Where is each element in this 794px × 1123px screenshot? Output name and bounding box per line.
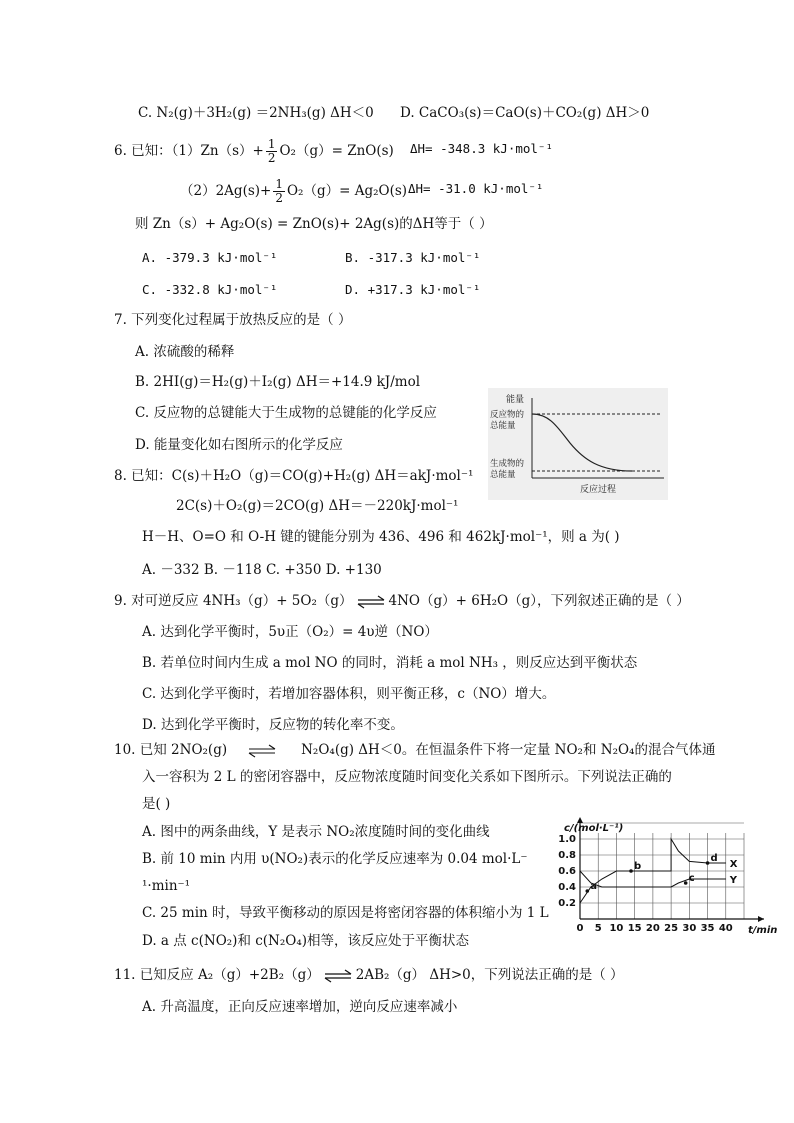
q6-option-c: C. -332.8 kJ·mol⁻¹ (142, 282, 278, 297)
y-axis-arrow (577, 817, 583, 823)
x-tick-label: 5 (594, 923, 602, 934)
x-tick-label: 30 (682, 923, 697, 934)
q11-stem (114, 966, 624, 984)
point-b (629, 869, 633, 873)
series-label-Y: Y (729, 875, 738, 886)
q10-line2: 入一容积为 2 L 的密闭容器中，反应物浓度随时间变化关系如下图所示。下列说法正确的 (142, 769, 672, 785)
q10-line3: 是( ) (142, 796, 171, 812)
concentration-time-chart (556, 815, 786, 940)
q11-stem-start: 11. 已知反应 A₂（g）+2B₂（g） (114, 967, 320, 983)
q11-option-a: A. 升高温度，正向反应速率增加，逆向反应速率减小 (142, 999, 458, 1015)
x-tick-label: 0 (576, 923, 584, 934)
y-tick-label: 1.0 (558, 834, 576, 845)
q6-eq1-enthalpy: ΔH= -348.3 kJ·mol⁻¹ (410, 141, 553, 156)
q9-option-d: D. 达到化学平衡时，反应物的转化率不变。 (142, 717, 404, 733)
point-d (706, 861, 710, 865)
q6-eq2-start: （2）2Ag(s)+ (180, 183, 272, 199)
x-tick-label: 20 (645, 923, 660, 934)
q10-stem-end: N₂O₄(g) ΔH＜0。在恒温条件下将一定量 NO₂和 N₂O₄的混合气体通 (301, 742, 716, 758)
fraction-one-half-2: $\frac{1}{2}$ (275, 177, 283, 205)
x-tick-label: 40 (718, 923, 733, 934)
series-label-X: X (729, 859, 738, 870)
product-label-1: 生成物的 (490, 459, 525, 469)
y-tick-label: 0.6 (558, 866, 576, 877)
q9-stem-start: 9. 对可逆反应 4NH₃（g）+ 5O₂（g） (114, 593, 353, 609)
q8-stem: 8. 已知：C(s)＋H₂O（g)＝CO(g)+H₂(g) ΔH＝akJ·mol⁻¹ (114, 468, 474, 484)
x-tick-label: 10 (609, 923, 624, 934)
q6-option-b: B. -317.3 kJ·mol⁻¹ (345, 250, 481, 265)
q6-question: 则 Zn（s）+ Ag₂O(s) = ZnO(s)+ 2Ag(s)的ΔH等于（ ） (135, 216, 493, 232)
q7-option-a: A. 浓硫酸的稀释 (135, 344, 235, 360)
equilibrium-arrows-icon (323, 969, 353, 983)
point-label-c: c (688, 873, 695, 884)
x-tick-label: 15 (627, 923, 642, 934)
q10-option-a: A. 图中的两条曲线，Y 是表示 NO₂浓度随时间的变化曲线 (142, 824, 490, 840)
equilibrium-arrows-icon (356, 595, 386, 609)
q8-options: A. －332 B. －118 C. +350 D. +130 (142, 562, 382, 578)
q7-option-c: C. 反应物的总键能大于生成物的总键能的化学反应 (135, 405, 437, 421)
q10-option-b: B. 前 10 min 内用 υ(NO₂)表示的化学反应速率为 0.04 mol·L⁻ (142, 851, 528, 867)
q6-eq1-body: O₂（g）= ZnO(s) (279, 143, 394, 159)
x-tick-label: 25 (664, 923, 679, 934)
x-tick-label: 35 (700, 923, 715, 934)
chart-x-axis-label: t/min (748, 925, 778, 936)
q9-option-b: B. 若单位时间内生成 a mol NO 的同时，消耗 a mol NH₃ ，则反应达到平衡状态 (142, 655, 638, 671)
q7-option-b: B. 2HI(g)＝H₂(g)＋I₂(g) ΔH＝+14.9 kJ/mol (135, 374, 421, 390)
q6-line1 (114, 138, 394, 165)
chart-y-axis-label: c/(mol·L⁻¹) (564, 823, 624, 834)
q8-eq2: 2C(s)＋O₂(g)＝2CO(g) ΔH＝－220kJ·mol⁻¹ (176, 498, 459, 514)
q6-stem: 6. 已知：（1）Zn（s）+ (114, 143, 264, 159)
q10-line1 (114, 741, 715, 759)
q9-option-c: C. 达到化学平衡时，若增加容器体积，则平衡正移，c（NO）增大。 (142, 686, 556, 702)
q6-option-a: A. -379.3 kJ·mol⁻¹ (142, 250, 278, 265)
q7-option-d: D. 能量变化如右图所示的化学反应 (135, 437, 343, 453)
y-tick-label: 0.4 (558, 882, 576, 893)
q8-bond-energies: H－H、O=O 和 O-H 键的键能分别为 436、496 和 462kJ·mol⁻¹，则 a 为( ) (142, 529, 620, 545)
reactant-label-1: 反应物的 (490, 410, 525, 420)
q10-option-d: D. a 点 c(NO₂)和 c(N₂O₄)相等，该反应处于平衡状态 (142, 933, 470, 949)
q9-stem-end: 4NO（g）+ 6H₂O（g），下列叙述正确的是（ ） (388, 593, 690, 609)
q6-eq2-body: O₂（g）= Ag₂O(s) (286, 183, 408, 199)
q9-stem (114, 592, 690, 610)
energy-axis-label: 能量 (506, 395, 525, 405)
x-axis-arrow (758, 916, 764, 922)
point-label-b: b (634, 861, 642, 872)
q10-stem-start: 10. 已知 2NO₂(g) (114, 742, 228, 758)
energy-x-label: 反应过程 (580, 485, 617, 495)
q6-option-d: D. +317.3 kJ·mol⁻¹ (345, 282, 481, 297)
point-label-d: d (710, 853, 718, 864)
q6-eq2-enthalpy: ΔH= -31.0 kJ·mol⁻¹ (408, 181, 544, 196)
product-label-2: 总能量 (490, 470, 516, 480)
q10-option-c: C. 25 min 时，导致平衡移动的原因是将密闭容器的体积缩小为 1 L (142, 905, 549, 921)
point-c (684, 881, 688, 885)
fraction-one-half: $\frac{1}{2}$ (267, 137, 276, 165)
q9-option-a: A. 达到化学平衡时，5υ正（O₂）= 4υ逆（NO） (142, 624, 438, 640)
q7-stem: 7. 下列变化过程属于放热反应的是（ ） (114, 312, 352, 328)
q5-option-c: C. N₂(g)＋3H₂(g) ＝2NH₃(g) ΔH＜0 (138, 105, 374, 121)
y-tick-label: 0.8 (558, 850, 576, 861)
energy-diagram (488, 388, 668, 500)
y-tick-label: 0.2 (558, 898, 576, 909)
equilibrium-arrows-icon (241, 744, 283, 758)
q10-option-b-cont: ¹·min⁻¹ (142, 878, 191, 894)
q5-option-d: D. CaCO₃(s)＝CaO(s)＋CO₂(g) ΔH＞0 (400, 105, 650, 121)
reactant-label-2: 总能量 (490, 421, 516, 431)
q6-line2 (180, 178, 407, 205)
point-label-a: a (590, 881, 598, 892)
q11-stem-end: 2AB₂（g） ΔH>0，下列说法正确的是（ ） (355, 967, 624, 983)
point-a (585, 889, 589, 893)
